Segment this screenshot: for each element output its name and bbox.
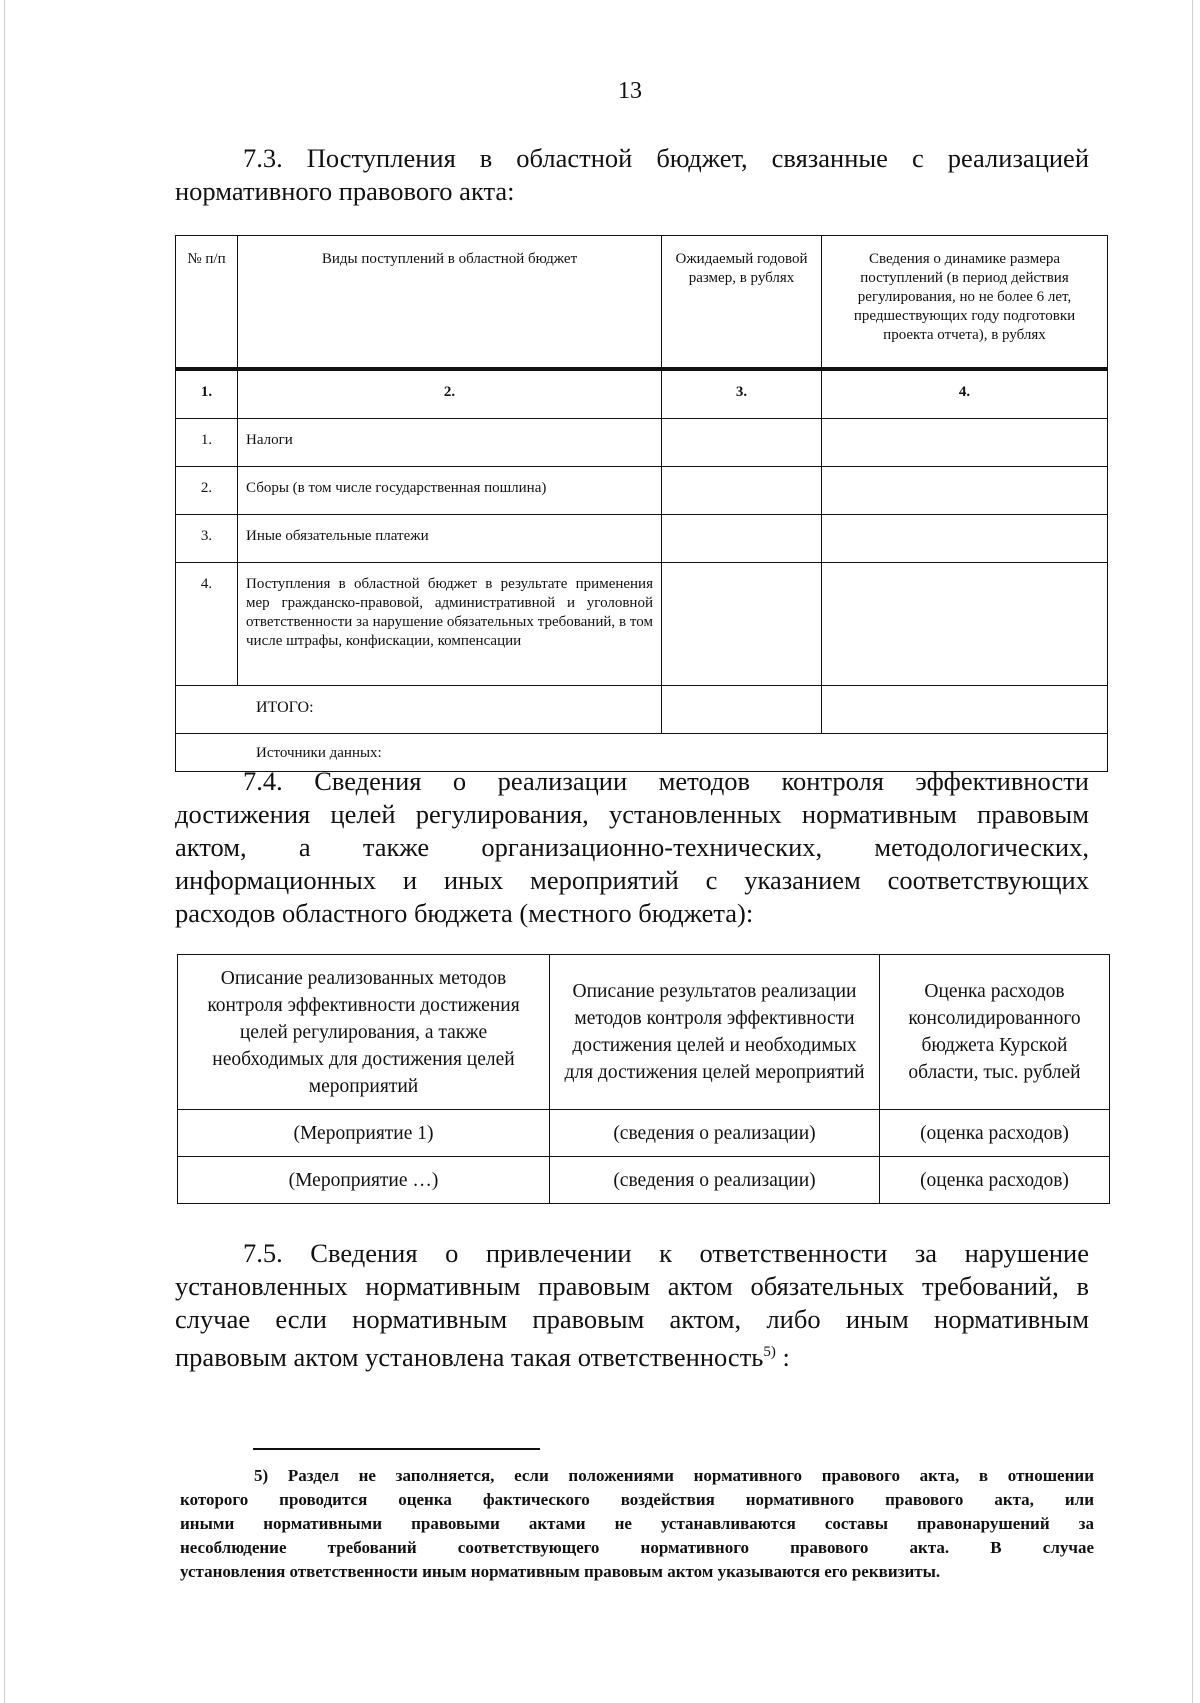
section-7-3-heading: 7.3. Поступления в областной бюджет, связанные с реализацией нормативного правового акта: — [175, 143, 1089, 206]
scan-edge-left — [4, 0, 5, 1703]
header-cell: Ожидаемый годовой размер, в рублях — [662, 236, 822, 369]
header-cell: Описание результатов реализации методов контроля эффективности достижения целей и необходимых для достижения целей мероприятий — [550, 955, 880, 1110]
footnote-divider — [253, 1448, 540, 1450]
header-cell: Виды поступлений в областной бюджет — [238, 236, 662, 369]
table-header-row — [176, 236, 1108, 369]
section-7-5-heading: 7.5. Сведения о привлечении к ответственности за нарушение установленных нормативным правовым актом обязательных требований, в случае если нормативным правовым актом, либо иным нормативным правовым актом установлена такая ответственность$^{5)}$ : — [175, 1238, 1089, 1372]
sources-row: Источники данных: — [176, 734, 1108, 772]
header-cell: № п/п — [176, 236, 238, 369]
table-row: 1. Налоги — [176, 419, 1108, 467]
table-row: 3. Иные обязательные платежи — [176, 515, 1108, 563]
total-row: ИТОГО: — [176, 686, 1108, 734]
header-cell: Сведения о динамике размера поступлений (в период действия регулирования, но не более 6 лет, предшествующих году подготовки проекта отчета), в рублях — [822, 236, 1108, 369]
header-cell: Оценка расходов консолидированного бюджета Курской области, тыс. рублей — [880, 955, 1110, 1110]
page-number: 13 — [618, 78, 642, 104]
table-row: 4. Поступления в областной бюджет в результате применения мер гражданско-правовой, административной и уголовной ответственности за нарушение обязательных требований, в том числе штрафы, конфискации, компенсации — [176, 563, 1108, 686]
section-7-4-heading: 7.4. Сведения о реализации методов контроля эффективности достижения целей регулирования, установленных нормативным правовым актом, а также организационно-технических, методологических, информационных и иных мероприятий с указанием соответствующих расходов областного бюджета (местного бюджета): — [175, 766, 1089, 928]
table-row: (Мероприятие 1) (сведения о реализации) (оценка расходов) — [178, 1110, 1110, 1157]
revenue-table — [175, 235, 1108, 772]
table-row: 2. Сборы (в том числе государственная пошлина) — [176, 467, 1108, 515]
footnote: 5) Раздел не заполняется, если положениями нормативного правового акта, в отношении которого проводится оценка фактического воздействия нормативного правового акта, или иными нормативными правовыми актами не устанавливаются составы правонарушений за несоблюдение требований соответствующего нормативного правового акта. В случае установления ответственности иным нормативным правовым актом указываются его реквизиты. — [180, 1466, 1094, 1581]
table-header-row — [178, 955, 1110, 1110]
control-methods-table — [177, 954, 1110, 1204]
footnote-ref: 5) — [763, 1344, 776, 1360]
table-row: (Мероприятие …) (сведения о реализации) (оценка расходов) — [178, 1157, 1110, 1204]
column-number-row: 1. 2. 3. 4. — [176, 371, 1108, 419]
scan-edge-right — [1192, 0, 1193, 1703]
header-cell: Описание реализованных методов контроля эффективности достижения целей регулирования, а также необходимых для достижения целей мероприятий — [178, 955, 550, 1110]
